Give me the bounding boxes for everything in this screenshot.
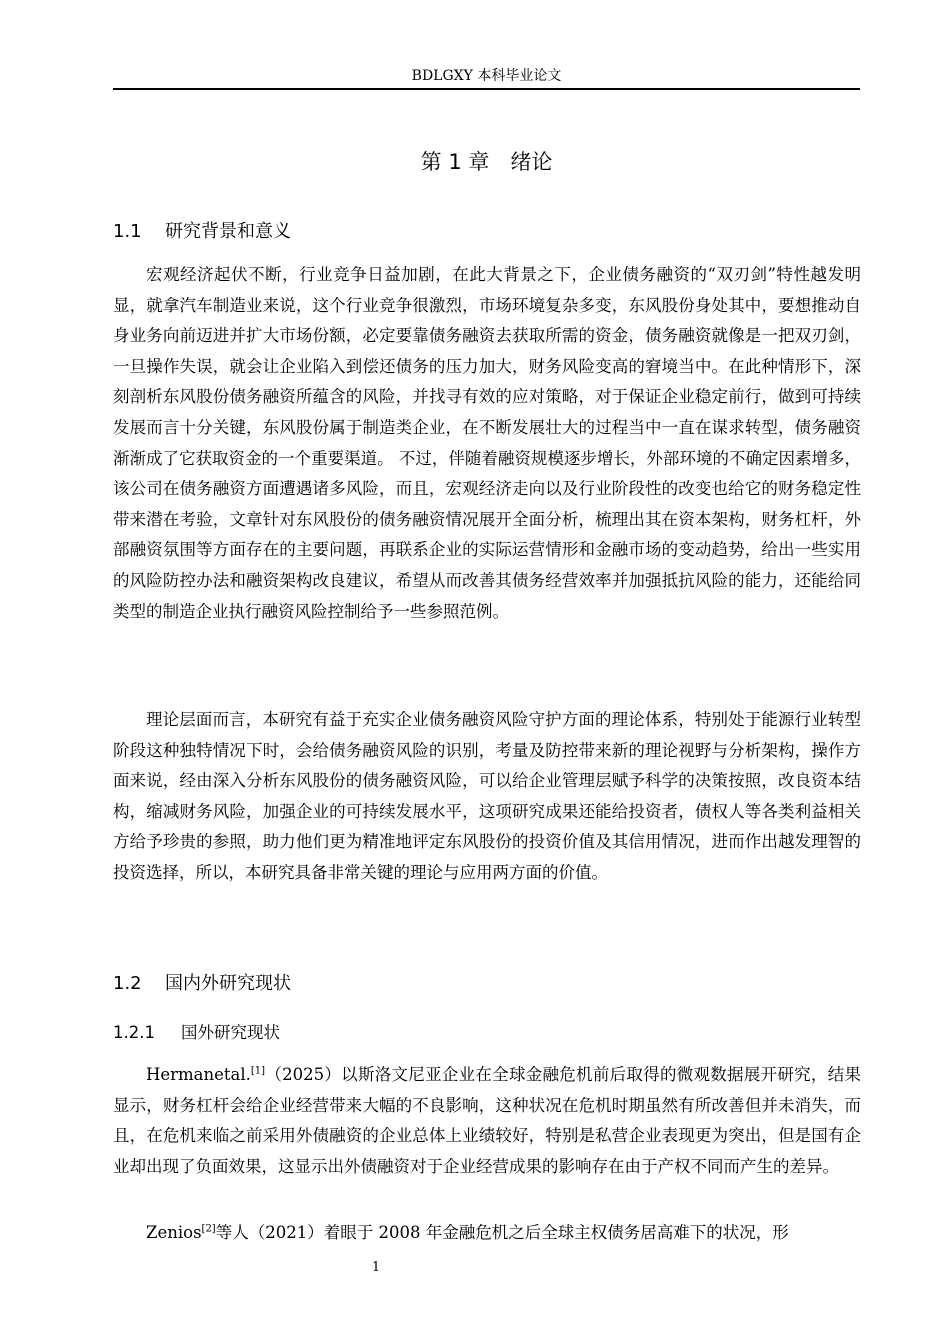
subsection-heading-1-2-1 <box>113 1020 280 1046</box>
citation-author: Zenios <box>146 1223 202 1242</box>
citation-ref[interactable]: [1] <box>250 1065 266 1077</box>
paragraph-significance: 理论层面而言，本研究有益于充实企业债务融资风险守护方面的理论体系，特别处于能源行业转型阶段这种独特情况下时，会给债务融资风险的识别，考量及防控带来新的理论视野与分析架构，操作方面来说，经由深入分析东风股份的债务融资风险，可以给企业管理层赋予科学的决策按照，改良资本结构，缩减财务风险，加强企业的可持续发展水平，这项研究成果还能给投资者，债权人等各类利益相关方给予珍贵的参照，助力他们更为精准地评定东风股份的投资价值及其信用情况，进而作出越发理智的投资选择，所以，本研究具备非常关键的理论与应用两方面的价值。 <box>113 710 861 882</box>
section-heading-1-2 <box>113 970 291 998</box>
chapter-title: 第 1 章 绪论 <box>420 150 553 174</box>
paragraph-text: 等人（2021）着眼于 2008 年金融危机之后全球主权债务居高难下的状况，形 <box>215 1223 789 1242</box>
citation-ref[interactable]: [2] <box>201 1223 216 1235</box>
paragraph-text: （2025）以斯洛文尼亚企业在全球金融危机前后取得的微观数据展开研究，结果显示，财务杠杆会给企业经营带来大幅的不良影响，这种状况在危机时期虽然有所改善但并未消失，而且，在危机来临之前采用外债融资的企业总体上业绩较好，特别是私营企业表现更为突出，但是国有企业却出现了负面效果，这显示出外债融资对于企业经营成果的影响存在由于产权不同而产生的差异。 <box>113 1065 861 1176</box>
section-number: 1.1 <box>113 221 142 242</box>
section-number: 1.2 <box>113 973 142 994</box>
section-heading-1-1 <box>113 218 291 246</box>
header-rule <box>113 88 860 90</box>
paragraph-background: 宏观经济起伏不断，行业竞争日益加剧，在此大背景之下，企业债务融资的“双刃剑”特性越发明显，就拿汽车制造业来说，这个行业竞争很激烈，市场环境复杂多变，东风股份身处其中，要想推动自身业务向前迈进并扩大市场份额，必定要靠债务融资去获取所需的资金，债务融资就像是一把双刃剑，一旦操作失误，就会让企业陷入到偿还债务的压力加大，财务风险变高的窘境当中。在此种情形下，深刻剖析东风股份债务融资所蕴含的风险，并找寻有效的应对策略，对于保证企业稳定前行，做到可持续发展而言十分关键，东风股份属于制造类企业，在不断发展壮大的过程当中一直在谋求转型，债务融资渐渐成了它获取资金的一个重要渠道。 不过，伴随着融资规模逐步增长，外部环境的不确定因素增多，该公司在债务融资方面遭遇诸多风险，而且，宏观经济走向以及行业阶段性的改变也给它的财务稳定性带来潜在考验，文章针对东风股份的债务融资情况展开全面分析，梳理出其在资本架构，财务杠杆，外部融资氛围等方面存在的主要问题，再联系企业的实际运营情形和金融市场的变动趋势，给出一些实用的风险防控办法和融资架构改良建议，希望从而改善其债务经营效率并加强抵抗风险的能力，还能给同类型的制造企业执行融资风险控制给予一些参照范例。 <box>113 265 861 621</box>
section-title: 国内外研究现状 <box>165 973 291 994</box>
page-number: 1 <box>371 1260 381 1275</box>
subsection-number: 1.2.1 <box>113 1023 155 1042</box>
paragraph-zenios <box>113 1218 861 1249</box>
running-header: BDLGXY 本科毕业论文 <box>411 68 562 84</box>
citation-author: Hermanetal. <box>146 1065 251 1084</box>
section-title: 研究背景和意义 <box>165 221 291 242</box>
paragraph-herman <box>113 1060 861 1182</box>
subsection-title: 国外研究现状 <box>181 1023 280 1042</box>
